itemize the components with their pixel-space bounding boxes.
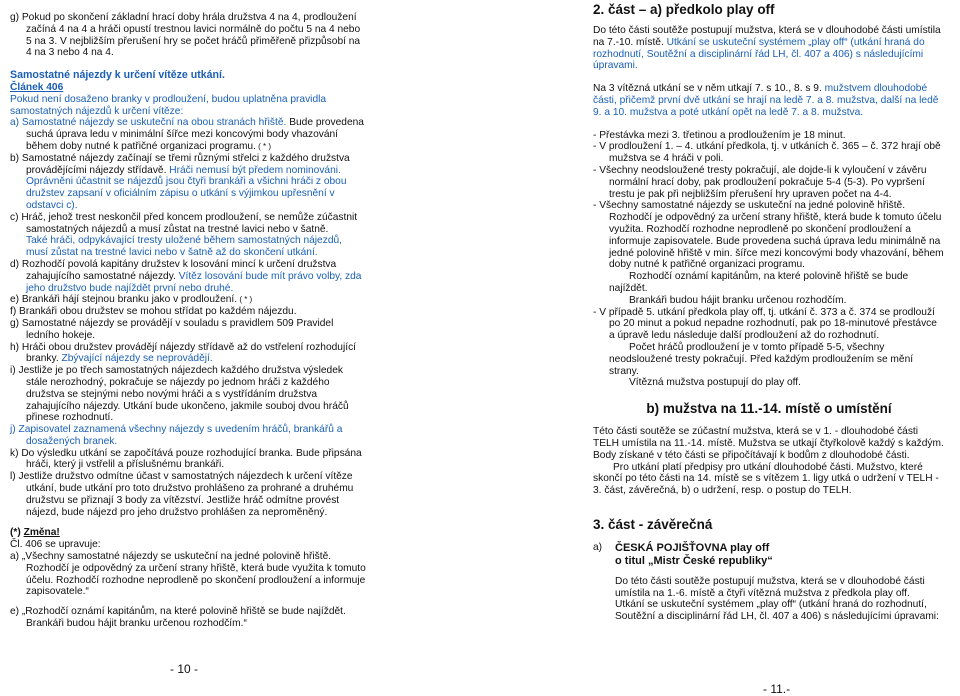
change-label: Změna! [23, 527, 60, 539]
heading-preliminary-round: 2. část – a) předkolo play off [593, 2, 775, 17]
paragraph-pairings [593, 83, 945, 118]
rule-h-text-2: Zbývající nájezdy se neprovádějí. [58, 353, 213, 365]
change-item-e: e) „Rozhodčí oznámí kapitánům, na které polovině hřiště se bude najíždět. Brankáři budou hájit branku určenou rozhodčím.“ [10, 606, 346, 630]
rule-item-e [10, 294, 366, 306]
change-marker: ( * ) [237, 295, 253, 305]
rule-c-text-2: Také hráči, odpykávající tresty uložené během samostatných nájezdů, musí zůstat na trestné lavici nebo v šatně až do skončení utkání. [26, 235, 342, 259]
para-2-text-2: mužstvem dlouhodobé části, přičemž první dvě utkání se hrají na ledě 7. a 8. mužstva, další na ledě 9. a 10. mužstva a poté utkání opět na ledě 7. a 8. mužstva. [593, 83, 939, 118]
bullet-shootout-sub2: Brankáři budou hájit branku určenou rozhodčím. [629, 294, 847, 306]
final-item-a [593, 542, 945, 568]
page-number-right: - 11.- [763, 682, 791, 696]
rule-item-f: f) Brankáři obou družstev se mohou střídat po každém nájezdu. [10, 306, 297, 318]
para-1-text-2: Utkání se uskuteční systémem „play off“ (utkání hraná do rozhodnutí, Soutěžní a disciplinární řád LH, čl. 407 a 406) s následujícími úpravami. [593, 36, 925, 72]
rule-b-text-2: Hráči nemusí být předem nominováni. Oprávněni účastnit se nájezdů jsou čtyři brankáři a všichni hráči z obou družstev zapsaní v oficiálním zápisu o utkání s výjimkou upřesnění v odstavci c). [26, 164, 347, 211]
change-heading [10, 527, 366, 539]
rule-d-text-2: Vítěz losování bude mít právo volby, zda jeho družstvo bude najíždět první nebo druhé. [26, 270, 362, 294]
paragraph-final: Do této části soutěže postupují mužstva, která se v dlouhodobé části umístila na 1.-6. místě a čtyři vítězná mužstva z předkola play off. [615, 575, 925, 599]
rule-d-text: d) Rozhodčí povolá kapitány družstev k losování mincí k určení družstva zahajujícího samostatné nájezdy. [10, 258, 337, 282]
bullet-shootout: - Všechny samostatné nájezdy se uskuteční na jedné polovině hřiště. Rozhodčí je odpovědný za určení strany hřiště, která bude k tomuto účelu využita. Rozhodčí rozhodne neprodleně po skončení prodloužení a informuje zapisovatele. Bude provedena suchá úprava ledu minimálně na jedné polovině hřiště v min. šířce mezi koncovými body vhazování, během doby nutné k patřičné organizaci programu. [593, 200, 944, 271]
final-item-title-2: o titul „Mistr České republiky“ [615, 554, 773, 567]
bullet-game-5: - V případě 5. utkání předkola play off, tj. utkání č. 373 a č. 374 se prodlouží po 20 minut a pokud nepadne rozhodnutí, pak po 18-minutové přestávce a úpravě ledu následuje další prodloužení až do rozhodnutí. [593, 306, 937, 342]
rule-item-a [10, 117, 366, 152]
change-marker: ( * ) [255, 141, 272, 151]
left-page [10, 0, 366, 630]
rule-item-k: k) Do výsledku utkání se započítává pouze rozhodující branka. Bude připsána hráči, který ji vstřelil a příslušnému brankáři. [10, 447, 362, 471]
rule-item-g: g) Samostatné nájezdy se provádějí v souladu s pravidlem 509 Pravidel ledního hokeje. [10, 317, 334, 341]
rule-item-j: j) Zapisovatel zaznamená všechny nájezdy s uvedením hráčů, brankářů a dosažených branek. [10, 424, 343, 447]
page-number-left: - 10 - [170, 662, 199, 676]
rule-item-c2 [10, 235, 366, 259]
bullet-shootout-sub1: Rozhodčí oznámí kapitánům, na které polovině hřiště se bude najíždět. [609, 271, 909, 294]
paragraph-placement: Této části soutěže se zúčastní mužstva, která se v 1. - dlouhodobé části TELH umístila na 11.-14. místě. Mužstva se utkají čtyřkolově každý s každým. Body získané v této části se připočítávají k bodům z dlouhodobé části. [593, 426, 944, 461]
final-item-title [615, 542, 773, 568]
final-item-title-1: ČESKÁ POJIŠŤOVNA play off [615, 541, 770, 554]
bullet-game-5-sub2: Vítězná mužstva postupují do play off. [629, 377, 801, 389]
heading-placement: b) mužstva na 11.-14. místě o umístění [646, 401, 892, 417]
rule-item-h [10, 342, 366, 366]
bullet-penalties: - Všechny neodsloužené tresty pokračují, ale dojde-li k vyloučení v závěru normální hrací doby, pak prodloužení pokračuje 5-4 (5-3). Po vypršení trestu je pak při nejbližším přerušení hry upraven počet na 4-4. [593, 164, 927, 200]
article-intro: Pokud není dosaženo branky v prodloužení, budou uplatněna pravidla samostatných nájezdů k určení vítěze: [10, 93, 327, 117]
rule-a-text-2: Bude provedena suchá úprava ledu v minimální šířce mezi koncovými body vhazování během doby nutné k patřičné organizaci programu. [26, 117, 364, 152]
rule-h-text: h) Hráči obou družstev provádějí nájezdy střídavě až do vstřelení rozhodující branky. [10, 341, 356, 365]
heading-final: 3. část - závěrečná [593, 516, 713, 532]
rule-item-l: l) Jestliže družstvo odmítne účast v samostatných nájezdech k určení vítěze utkání, bude utkání pro toto družstvo prohlášeno za prohrané a druhému družstvu se přiznají 3 body za vítězství. Jestliže hráč odmítne provést nájezd, bude nájezd pro jeho družstvo prohlášen za neproměněný. [10, 471, 354, 518]
para-1-text: Do této části soutěže postupují mužstva, která se v dlouhodobé části umístila na 7.-10. místě. [593, 25, 941, 48]
right-page [593, 0, 945, 623]
change-mark: (*) [10, 527, 24, 539]
rule-c-text: c) Hráč, jehož trest neskončil před koncem prodloužení, se nemůže zúčastnit samostatných nájezdů a musí zůstat na trestné lavici nebo v šatně. [10, 211, 358, 235]
paragraph-final-2: Utkání se uskuteční systémem „play off“ (utkání hraná do rozhodnutí, Soutěžní a disciplinární řád LH, čl. 407 a 406) s následujícími úpravami: [615, 599, 939, 623]
rule-item-d [10, 259, 366, 294]
paragraph-g: g) Pokud po skončení základní hrací doby hrála družstva 4 na 4, prodloužení začíná 4 na 4 a hráči opustí trestnou lavici normálně do počtu 5 na 4 nebo 5 na 3. V nejbližším přerušení hry se počet hráčů přiměřeně přizpůsobí na 4 na 3 nebo 4 na 4. [10, 12, 361, 59]
bullet-break: - Přestávka mezi 3. třetinou a prodloužením je 18 minut. [593, 129, 846, 141]
change-article: Čl. 406 se upravuje: [10, 539, 101, 551]
article-title: Článek 406 [10, 81, 64, 93]
rule-b-text: b) Samostatné nájezdy začínají se třemi různými střelci z každého družstva provádějícími nájezdy střídavě. [10, 152, 350, 176]
final-item-label: a) [593, 541, 603, 553]
bullet-overtime: - V prodloužení 1. – 4. utkání předkola, tj. v utkáních č. 365 – č. 372 hrají obě mužstva se 4 hráči v poli. [593, 141, 941, 165]
section-title: Samostatné nájezdy k určení vítěze utkání. [10, 69, 225, 82]
rule-a-text: a) Samostatné nájezdy se uskuteční na obou stranách hřiště. [10, 117, 287, 129]
paragraph-placement-2: Pro utkání platí předpisy pro utkání dlouhodobé části. Mužstvo, které skončí po této části na 14. místě se s vítězem 1. ligy utká o udržení v TELH - 3. část, závěrečná, b) o udržení, resp. o postup do TELH. [593, 461, 939, 497]
rule-item-b [10, 153, 366, 212]
rule-item-c [10, 212, 366, 236]
rule-item-i: i) Jestliže je po třech samostatných nájezdech každého družstva výsledek stále nerozhodný, pokračuje se nájezdy po jednom hráči z každého družstva se stejnými nebo novými hráči a s vystřídáním družstva zahajujícího nájezdy. Utkání bude ukončeno, jakmile souboj dvou hráčů přinese rozhodnutí. [10, 365, 349, 424]
paragraph-preliminary [593, 25, 945, 72]
bullet-game-5-sub1: Počet hráčů prodloužení je v tomto případě 5-5, všechny neodsloužené tresty pokračují. Před každým prodloužením se mění strany. [609, 341, 914, 377]
para-2-text: Na 3 vítězná utkání se v něm utkají 7. s 10., 8. s 9. [593, 83, 822, 95]
change-item-a: a) „Všechny samostatné nájezdy se uskuteční na jedné polovině hřiště. Rozhodčí je odpovědný za určení strany hřiště, která bude využita k tomuto účelu. Rozhodčí rozhodne neprodleně po skončení prodloužení a informuje zapisovatele.“ [10, 551, 366, 598]
rule-e-text: e) Brankáři hájí stejnou branku jako v prodloužení. [10, 294, 238, 306]
